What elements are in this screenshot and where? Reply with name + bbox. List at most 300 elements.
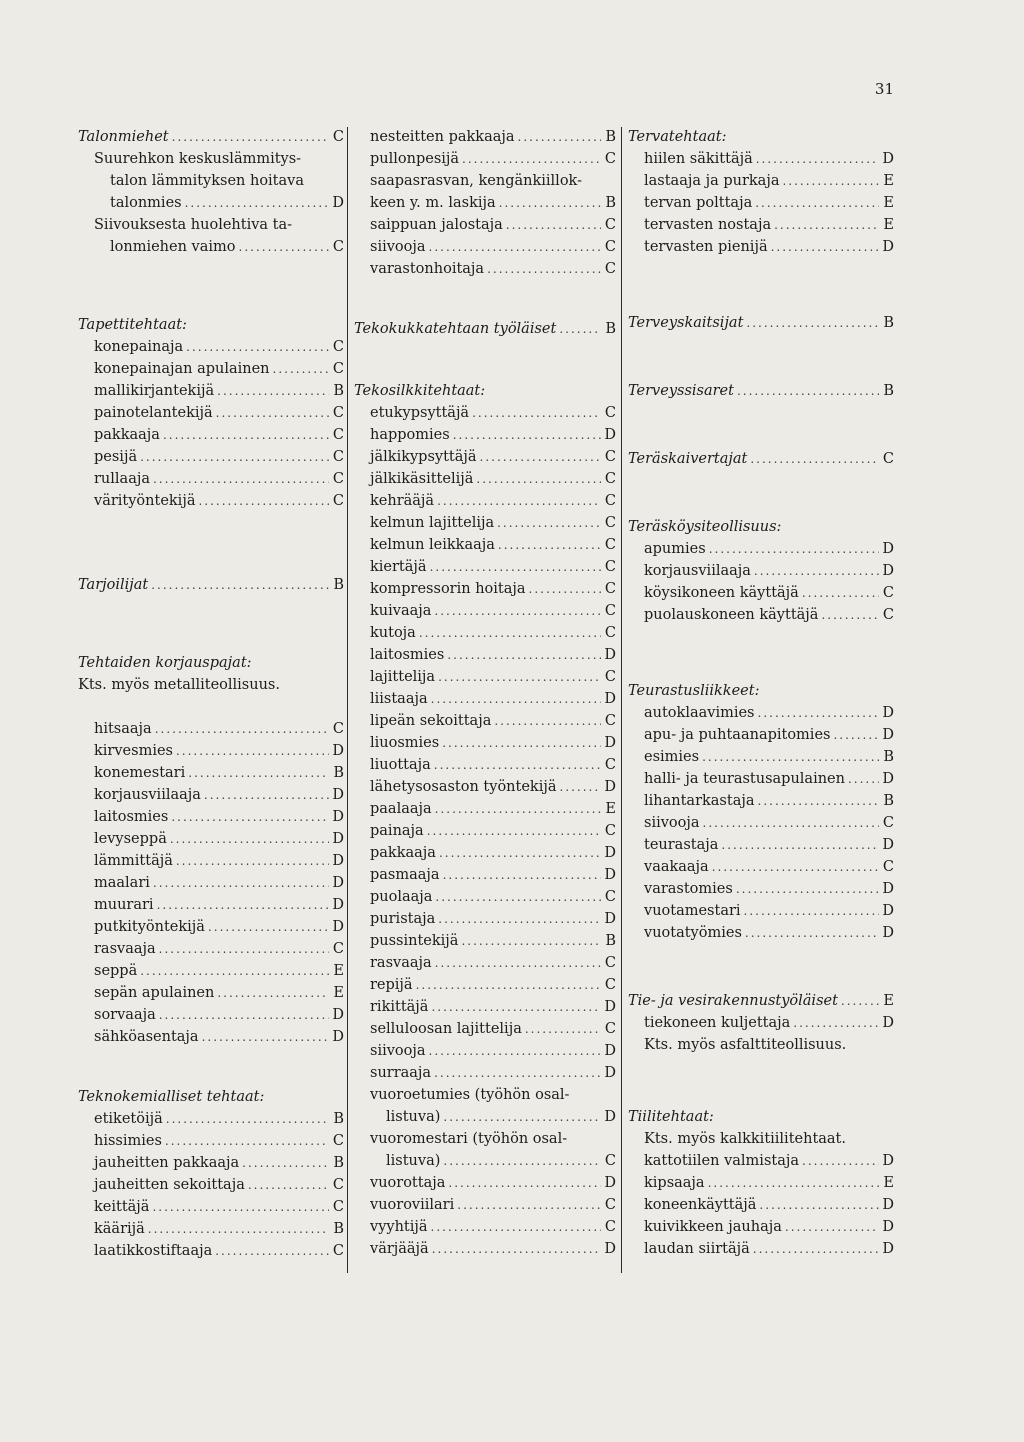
classification-letter: C (604, 1153, 616, 1169)
classification-letter: D (604, 845, 616, 861)
entry-row (354, 512, 616, 534)
entry-row (78, 872, 344, 894)
entry-row (354, 1194, 616, 1216)
entry-row (354, 1216, 616, 1238)
entry-text: kehrääjä (370, 493, 435, 509)
classification-letter: C (882, 451, 894, 467)
classification-letter: C (332, 427, 344, 443)
classification-letter: C (604, 977, 616, 993)
dot-leader (480, 446, 601, 468)
classification-letter: C (332, 339, 344, 355)
entry-text: listuva) (386, 1153, 441, 1169)
dot-leader (208, 916, 329, 938)
section-heading (354, 318, 616, 340)
section (354, 318, 616, 340)
dot-leader (702, 746, 879, 768)
classification-letter: C (604, 261, 616, 277)
entry-text: pussintekijä (370, 933, 459, 949)
entry-text: jälkikäsittelijä (370, 471, 474, 487)
dot-leader (736, 878, 879, 900)
section-heading (628, 990, 894, 1012)
classification-letter: C (604, 713, 616, 729)
entry-text: laitosmies (94, 809, 169, 825)
entry-text: vuoroviilari (370, 1197, 455, 1213)
entry-row (78, 1196, 344, 1218)
dot-leader (202, 1026, 329, 1048)
dot-leader (755, 192, 879, 214)
entry-row (78, 762, 344, 784)
entry-text: siivooja (644, 815, 700, 831)
classification-letter: B (333, 1155, 344, 1171)
dot-leader (176, 740, 329, 762)
entry-row (628, 702, 894, 724)
entry-text: konemestari (94, 765, 186, 781)
classification-letter: D (332, 1029, 344, 1045)
classification-letter: C (882, 815, 894, 831)
dot-leader (434, 1062, 601, 1084)
section (628, 312, 894, 334)
entry-text: vyyhtijä (370, 1219, 428, 1235)
classification-letter: D (332, 195, 344, 211)
entry-text: lipeän sekoittaja (370, 713, 492, 729)
dot-leader (148, 1218, 329, 1240)
classification-letter: B (605, 129, 616, 145)
entry-row (78, 236, 344, 258)
classification-letter: E (333, 963, 344, 979)
entry-row (354, 886, 616, 908)
entry-row (78, 490, 344, 512)
classification-letter: C (604, 239, 616, 255)
dot-leader (525, 1018, 601, 1040)
classification-letter: D (332, 787, 344, 803)
dot-leader (215, 1240, 329, 1262)
classification-letter: C (604, 471, 616, 487)
dot-leader (198, 490, 329, 512)
entry-text: kipsaaja (644, 1175, 705, 1191)
heading-text: Teurastusliikkeet: (628, 683, 760, 699)
entry-row (78, 1174, 344, 1196)
entry-text: saapasrasvan, kengänkiillok- (370, 173, 582, 189)
entry-row (354, 236, 616, 258)
dot-leader (476, 468, 601, 490)
dot-leader (435, 798, 601, 820)
section-heading (78, 314, 344, 336)
heading-text: Tekosilkkitehtaat: (354, 383, 486, 399)
classification-letter: D (604, 1043, 616, 1059)
entry-row (628, 790, 894, 812)
section-heading (628, 680, 894, 702)
entry-text: Suurehkon keskuslämmitys- (94, 151, 302, 167)
entry-text: vaakaaja (644, 859, 709, 875)
dot-leader (759, 1194, 879, 1216)
entry-text: värityöntekijä (94, 493, 196, 509)
entry-row (354, 1018, 616, 1040)
entry-row (628, 582, 894, 604)
dot-leader (140, 960, 329, 982)
dot-leader (217, 380, 329, 402)
entry-text: muurari (94, 897, 154, 913)
dot-leader (457, 1194, 601, 1216)
entry-row (354, 170, 616, 192)
dot-leader (559, 318, 601, 340)
entry-row (78, 170, 344, 192)
entry-text: seppä (94, 963, 138, 979)
classification-letter: C (604, 603, 616, 619)
dot-leader (438, 908, 601, 930)
column-divider-left (347, 127, 348, 1273)
entry-row (628, 148, 894, 170)
dot-leader (165, 1130, 329, 1152)
classification-letter: D (882, 837, 894, 853)
section-heading (628, 1106, 894, 1128)
dot-leader (155, 718, 329, 740)
entry-text: Kts. myös kalkkitiilitehtaat. (644, 1131, 846, 1147)
dot-leader (782, 170, 879, 192)
entry-text: pakkaaja (94, 427, 160, 443)
heading-text: Teknokemialliset tehtaat: (78, 1089, 265, 1105)
entry-row (78, 850, 344, 872)
classification-letter: D (604, 427, 616, 443)
entry-row (78, 402, 344, 424)
entry-row (628, 878, 894, 900)
entry-row (354, 402, 616, 424)
dot-leader (529, 578, 601, 600)
section-heading (628, 380, 894, 402)
entry-text: laudan siirtäjä (644, 1241, 750, 1257)
entry-row (628, 746, 894, 768)
entry-row (354, 490, 616, 512)
classification-letter: E (333, 985, 344, 1001)
dot-leader (785, 1216, 879, 1238)
classification-letter: C (604, 1219, 616, 1235)
entry-row (78, 336, 344, 358)
column-divider-right (621, 127, 622, 1273)
entry-text: kelmun leikkaaja (370, 537, 495, 553)
classification-letter: D (882, 1241, 894, 1257)
entry-text: pullonpesijä (370, 151, 460, 167)
classification-letter: B (333, 765, 344, 781)
entry-text: selluloosan lajittelija (370, 1021, 522, 1037)
page-number: 31 (874, 80, 894, 98)
entry-row (78, 1240, 344, 1262)
dot-leader (506, 214, 601, 236)
entry-row (628, 900, 894, 922)
entry-row (78, 960, 344, 982)
entry-row (78, 380, 344, 402)
dot-leader (172, 126, 329, 148)
classification-letter: C (604, 823, 616, 839)
section-heading (628, 516, 894, 538)
entry-row (354, 710, 616, 732)
classification-letter: D (332, 919, 344, 935)
classification-letter: D (604, 1065, 616, 1081)
entry-text: kelmun lajittelija (370, 515, 495, 531)
dot-leader (432, 1238, 601, 1260)
entry-row (354, 952, 616, 974)
entry-text: rasvaaja (370, 955, 432, 971)
entry-row (354, 1150, 616, 1172)
dot-leader (434, 600, 601, 622)
entry-text: puolauskoneen käyttäjä (644, 607, 819, 623)
entry-row (78, 828, 344, 850)
heading-text: Talonmiehet (78, 129, 169, 145)
dot-leader (434, 754, 601, 776)
entry-row (354, 974, 616, 996)
entry-row (354, 578, 616, 600)
entry-row (354, 622, 616, 644)
section (628, 680, 894, 944)
dot-leader (171, 806, 329, 828)
dot-leader (447, 644, 601, 666)
dot-leader (159, 1004, 329, 1026)
classification-letter: D (882, 727, 894, 743)
dot-leader (833, 724, 879, 746)
dot-leader (499, 192, 601, 214)
section (78, 574, 344, 596)
entry-row (78, 740, 344, 762)
classification-letter: D (882, 705, 894, 721)
section-heading (78, 652, 344, 674)
entry-text: hiilen säkittäjä (644, 151, 753, 167)
entry-text: etukypsyttäjä (370, 405, 470, 421)
dot-leader (442, 732, 601, 754)
entry-row (628, 834, 894, 856)
classification-letter: C (332, 1133, 344, 1149)
classification-letter: C (604, 625, 616, 641)
classification-letter: D (332, 853, 344, 869)
dot-leader (758, 790, 880, 812)
dot-leader (419, 622, 601, 644)
classification-letter: D (332, 809, 344, 825)
dot-leader (802, 582, 879, 604)
classification-letter: D (882, 563, 894, 579)
entry-text: repijä (370, 977, 413, 993)
entry-row (354, 424, 616, 446)
entry-row (354, 732, 616, 754)
entry-text: koneenkäyttäjä (644, 1197, 757, 1213)
entry-text: varastonhoitaja (370, 261, 485, 277)
dot-leader (435, 886, 601, 908)
classification-letter: C (882, 607, 894, 623)
entry-text: puristaja (370, 911, 436, 927)
classification-letter: E (883, 173, 894, 189)
entry-text: köysikoneen käyttäjä (644, 585, 799, 601)
dot-leader (429, 236, 601, 258)
entry-text: lajittelija (370, 669, 436, 685)
section (628, 448, 894, 470)
entry-text: värjääjä (370, 1241, 429, 1257)
entry-text: liuosmies (370, 735, 440, 751)
entry-row (78, 1108, 344, 1130)
entry-text: rikittäjä (370, 999, 429, 1015)
entry-text: kompressorin hoitaja (370, 581, 526, 597)
entry-text: lastaaja ja purkaja (644, 173, 780, 189)
classification-letter: D (882, 1197, 894, 1213)
entry-row (628, 538, 894, 560)
dot-leader (802, 1150, 879, 1172)
dot-leader (176, 850, 329, 872)
heading-text: Teräsköysiteollisuus: (628, 519, 782, 535)
section (628, 1106, 894, 1260)
entry-text: mallikirjantekijä (94, 383, 215, 399)
entry-row (78, 1026, 344, 1048)
dot-leader (159, 938, 329, 960)
classification-letter: C (332, 239, 344, 255)
classification-letter: B (333, 1111, 344, 1127)
dot-leader (416, 974, 601, 996)
classification-letter: D (882, 925, 894, 941)
entry-text: lähetysosaston työntekijä (370, 779, 557, 795)
entry-row (78, 424, 344, 446)
entry-text: etiketöijä (94, 1111, 163, 1127)
entry-text: paalaaja (370, 801, 432, 817)
dot-leader (242, 1152, 329, 1174)
classification-letter: C (604, 537, 616, 553)
entry-text: apu- ja puhtaanapitomies (644, 727, 831, 743)
classification-letter: D (604, 647, 616, 663)
entry-text: vuorottaja (370, 1175, 446, 1191)
entry-row (628, 1216, 894, 1238)
entry-row (78, 148, 344, 170)
classification-letter: C (604, 515, 616, 531)
entry-row (628, 1128, 894, 1150)
section (628, 990, 894, 1056)
entry-row (78, 696, 344, 718)
entry-row (78, 468, 344, 490)
entry-row (354, 468, 616, 490)
entry-text: Siivouksesta huolehtiva ta- (94, 217, 293, 233)
entry-row (78, 982, 344, 1004)
classification-letter: D (882, 1153, 894, 1169)
classification-letter: D (882, 1015, 894, 1031)
entry-text: jauheitten pakkaaja (94, 1155, 240, 1171)
classification-letter: C (604, 581, 616, 597)
classification-letter: B (605, 933, 616, 949)
entry-row (628, 236, 894, 258)
classification-letter: B (883, 383, 894, 399)
entry-row (354, 1040, 616, 1062)
classification-letter: D (604, 999, 616, 1015)
entry-row (354, 446, 616, 468)
classification-letter: C (604, 1021, 616, 1037)
entry-row (354, 776, 616, 798)
dot-leader (559, 776, 601, 798)
heading-text: Tie- ja vesirakennustyöläiset (628, 993, 838, 1009)
classification-letter: C (604, 955, 616, 971)
dot-leader (217, 982, 329, 1004)
entry-row (628, 604, 894, 626)
classification-letter: E (883, 195, 894, 211)
entry-text: maalari (94, 875, 150, 891)
dot-leader (429, 1040, 601, 1062)
entry-text: esimies (644, 749, 700, 765)
classification-letter: C (332, 449, 344, 465)
entry-text: painaja (370, 823, 424, 839)
entry-row (354, 996, 616, 1018)
dot-leader (472, 402, 601, 424)
entry-row (354, 1106, 616, 1128)
entry-text: sähköasentaja (94, 1029, 199, 1045)
dot-leader (448, 1172, 601, 1194)
entry-text: tiekoneen kuljettaja (644, 1015, 791, 1031)
section (628, 126, 894, 258)
dot-leader (437, 490, 601, 512)
entry-text: keen y. m. laskija (370, 195, 496, 211)
classification-letter: E (883, 1175, 894, 1191)
entry-row (78, 674, 344, 696)
entry-row (354, 754, 616, 776)
dot-leader (745, 922, 879, 944)
entry-row (354, 666, 616, 688)
entry-row (78, 718, 344, 740)
entry-row (78, 214, 344, 236)
entry-text: Kts. myös asfalttiteollisuus. (644, 1037, 847, 1053)
heading-text: Tervatehtaat: (628, 129, 727, 145)
entry-row (354, 534, 616, 556)
entry-row (628, 192, 894, 214)
classification-letter: D (332, 875, 344, 891)
entry-text: käärijä (94, 1221, 145, 1237)
entry-text: happomies (370, 427, 450, 443)
classification-letter: B (883, 749, 894, 765)
entry-text: levyseppä (94, 831, 167, 847)
entry-row (78, 358, 344, 380)
heading-text: Tekokukkatehtaan työläiset (354, 321, 557, 337)
entry-text: rullaaja (94, 471, 150, 487)
entry-text: lonmiehen vaimo (110, 239, 236, 255)
entry-row (78, 446, 344, 468)
classification-letter: B (605, 321, 616, 337)
entry-row (78, 806, 344, 828)
section-heading (628, 126, 894, 148)
dot-leader (462, 148, 601, 170)
section-heading (354, 380, 616, 402)
entry-row (354, 798, 616, 820)
entry-text: hissimies (94, 1133, 162, 1149)
classification-letter: C (882, 859, 894, 875)
entry-text: puolaaja (370, 889, 433, 905)
classification-letter: D (882, 239, 894, 255)
section (78, 126, 344, 258)
dot-leader (443, 1150, 601, 1172)
classification-letter: D (332, 743, 344, 759)
entry-text: siivooja (370, 239, 426, 255)
entry-text: vuoromestari (työhön osal- (370, 1131, 568, 1147)
dot-leader (186, 336, 329, 358)
dot-leader (758, 702, 880, 724)
entry-row (628, 1150, 894, 1172)
heading-text: Terveyssisaret (628, 383, 734, 399)
entry-text: jauheitten sekoittaja (94, 1177, 245, 1193)
classification-letter: C (332, 1243, 344, 1259)
classification-letter: C (332, 471, 344, 487)
entry-text: Kts. myös metalliteollisuus. (78, 677, 280, 693)
entry-text: konepainaja (94, 339, 184, 355)
classification-letter: D (332, 831, 344, 847)
entry-row (354, 192, 616, 214)
entry-text: nesteitten pakkaaja (370, 129, 515, 145)
dot-leader (439, 842, 601, 864)
dot-leader (185, 192, 329, 214)
classification-letter: D (604, 1241, 616, 1257)
entry-text: painotelantekijä (94, 405, 213, 421)
entry-text: lämmittäjä (94, 853, 173, 869)
entry-row (78, 894, 344, 916)
heading-text: Tarjoilijat (78, 577, 149, 593)
entry-text: kirvesmies (94, 743, 173, 759)
dot-leader (737, 380, 879, 402)
section (354, 126, 616, 280)
